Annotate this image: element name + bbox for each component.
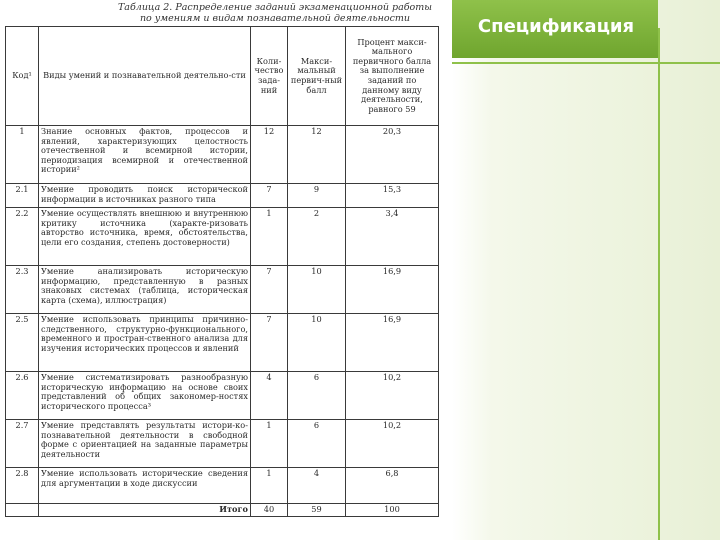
row-max: 4 xyxy=(288,468,346,504)
row-max: 9 xyxy=(288,184,346,208)
row-max: 10 xyxy=(288,314,346,372)
row-percent: 20,3 xyxy=(346,126,439,184)
table-total-row xyxy=(6,504,439,517)
caption-line-1: Таблица 2. Распределение заданий экзаменационной работы xyxy=(117,2,433,13)
row-percent: 6,8 xyxy=(346,468,439,504)
row-percent: 16,9 xyxy=(346,314,439,372)
table-row xyxy=(6,314,439,372)
row-skill: Умение систематизировать разнообразную историческую информацию на основе своих представлений об общих закономер-ностях исторического процесса³ xyxy=(39,372,251,420)
row-code: 2.2 xyxy=(6,208,39,266)
row-skill: Умение проводить поиск исторической информации в источниках разного типа xyxy=(39,184,251,208)
table-header-row xyxy=(6,27,439,126)
row-skill: Умение анализировать историческую информацию, представленную в разных знаковых системах (таблица, историческая карта (схема), иллюстрация) xyxy=(39,266,251,314)
row-code: 2.5 xyxy=(6,314,39,372)
slide-background xyxy=(452,0,720,540)
slide-title: Спецификация xyxy=(477,15,635,37)
table-row xyxy=(6,420,439,468)
row-count: 12 xyxy=(251,126,288,184)
accent-line-vertical xyxy=(658,28,660,540)
total-code-empty xyxy=(6,504,39,517)
row-max: 12 xyxy=(288,126,346,184)
row-code: 2.8 xyxy=(6,468,39,504)
row-percent: 16,9 xyxy=(346,266,439,314)
row-max: 10 xyxy=(288,266,346,314)
header-percent: Процент макси-мального первичного балла за выполнение заданий по данному виду деятельности, равного 59 xyxy=(346,27,439,126)
row-percent: 10,2 xyxy=(346,372,439,420)
row-skill: Умение осуществлять внешнюю и внутреннюю критику источника (характе-ризовать авторство источника, время, обстоятельства, цели его создания, степень достоверности) xyxy=(39,208,251,266)
row-max: 6 xyxy=(288,420,346,468)
header-max: Макси-мальный первич-ный балл xyxy=(288,27,346,126)
row-code: 1 xyxy=(6,126,39,184)
row-skill: Умение использовать принципы причинно-следственного, структурно-функционального, временного и простран-ственного анализа для изучения исторических процессов и явлений xyxy=(39,314,251,372)
row-skill: Умение представлять результаты истори-ко-познавательной деятельности в свободной форме с ориентацией на заданные параметры деятельности xyxy=(39,420,251,468)
table-row xyxy=(6,468,439,504)
row-count: 7 xyxy=(251,314,288,372)
row-skill: Знание основных фактов, процессов и явлений, характеризующих целостность отечественной и всемирной истории, периодизация всемирной и отечественной истории² xyxy=(39,126,251,184)
total-label: Итого xyxy=(39,504,251,517)
row-code: 2.1 xyxy=(6,184,39,208)
table-caption xyxy=(100,2,450,24)
row-count: 4 xyxy=(251,372,288,420)
row-code: 2.7 xyxy=(6,420,39,468)
table-row xyxy=(6,372,439,420)
row-count: 1 xyxy=(251,420,288,468)
table-row xyxy=(6,208,439,266)
row-count: 7 xyxy=(251,266,288,314)
row-percent: 15,3 xyxy=(346,184,439,208)
row-percent: 10,2 xyxy=(346,420,439,468)
total-percent: 100 xyxy=(346,504,439,517)
row-code: 2.3 xyxy=(6,266,39,314)
total-count: 40 xyxy=(251,504,288,517)
table-row xyxy=(6,266,439,314)
row-count: 1 xyxy=(251,208,288,266)
row-count: 1 xyxy=(251,468,288,504)
row-percent: 3,4 xyxy=(346,208,439,266)
header-skills: Виды умений и познавательной деятельно-сти xyxy=(39,27,251,126)
distribution-table xyxy=(5,26,439,517)
header-count: Коли-чество зада-ний xyxy=(251,27,288,126)
total-max: 59 xyxy=(288,504,346,517)
row-max: 6 xyxy=(288,372,346,420)
row-max: 2 xyxy=(288,208,346,266)
row-skill: Умение использовать исторические сведения для аргументации в ходе дискуссии xyxy=(39,468,251,504)
table-row xyxy=(6,184,439,208)
caption-line-2: по умениям и видам познавательной деятельности xyxy=(139,13,411,24)
row-code: 2.6 xyxy=(6,372,39,420)
row-count: 7 xyxy=(251,184,288,208)
table-row xyxy=(6,126,439,184)
accent-line-horizontal xyxy=(452,62,720,64)
header-code: Код¹ xyxy=(6,27,39,126)
